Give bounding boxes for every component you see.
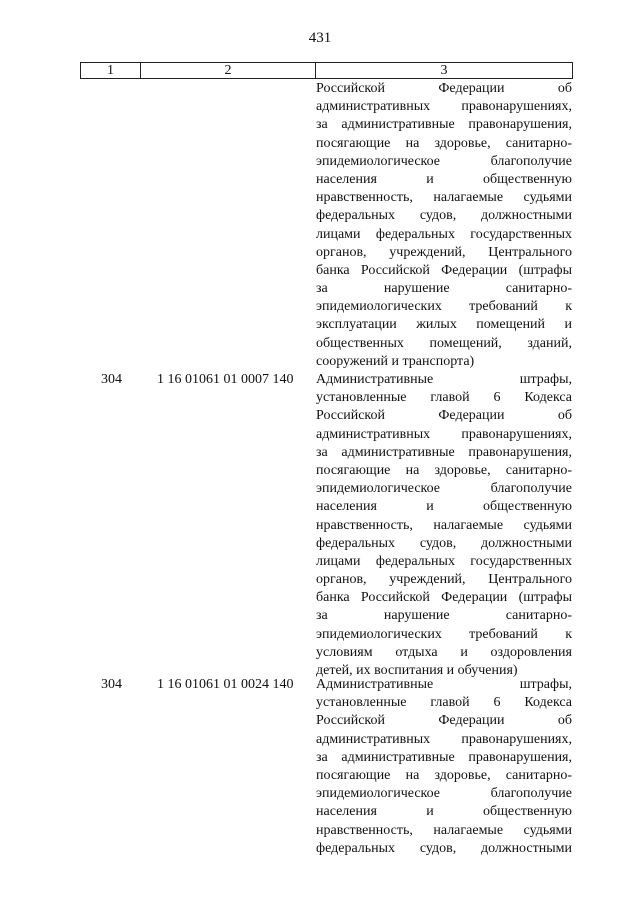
description-line: за административные правонарушения, — [316, 117, 572, 133]
row-kbk-code: 1 16 01061 01 0024 140 — [157, 677, 294, 692]
description-line: Российской Федерации об — [316, 713, 572, 729]
table-header-col-3: 3 — [440, 63, 448, 78]
row-admin-code: 304 — [101, 372, 122, 387]
description-line: за нарушение санитарно- — [316, 608, 572, 624]
description-line: эпидемиологических требований к — [316, 299, 572, 315]
description-line: нравственность, налагаемые судьями — [316, 822, 572, 838]
row-description — [316, 371, 572, 680]
description-line: Административные штрафы, — [316, 372, 572, 387]
description-line: общественных помещений, зданий, — [316, 335, 572, 351]
description-line: сооружений и транспорта) — [316, 353, 475, 369]
description-line: банка Российской Федерации (штрафы — [316, 262, 572, 278]
description-line: условиям отдыха и оздоровления — [316, 644, 572, 660]
table-header — [80, 62, 573, 79]
description-line: Российской Федерации об — [316, 408, 572, 424]
description-line: банка Российской Федерации (штрафы — [316, 590, 572, 606]
page-number: 431 — [308, 30, 332, 46]
description-line: административных правонарушениях, — [316, 99, 572, 115]
description-line: населения и общественную — [316, 499, 572, 515]
row-description — [316, 676, 572, 858]
description-line: эпидемиологическое благополучие — [316, 481, 572, 497]
description-line: нравственность, налагаемые судьями — [316, 517, 572, 533]
description-line: населения и общественную — [316, 804, 572, 820]
description-line: административных правонарушениях, — [316, 731, 572, 747]
description-line: за нарушение санитарно- — [316, 281, 572, 297]
description-line: нравственность, налагаемые судьями — [316, 190, 572, 206]
description-line: населения и общественную — [316, 171, 572, 187]
row-admin-code: 304 — [101, 677, 122, 692]
description-line: органов, учреждений, Центрального — [316, 572, 572, 588]
description-line: федеральных судов, должностными — [316, 535, 572, 551]
description-line: Российской Федерации об — [316, 81, 572, 96]
description-line: органов, учреждений, Центрального — [316, 244, 572, 260]
description-line: Административные штрафы, — [316, 677, 572, 692]
row-kbk-code: 1 16 01061 01 0007 140 — [157, 372, 294, 387]
description-line: установленные главой 6 Кодекса — [316, 390, 572, 406]
description-line: установленные главой 6 Кодекса — [316, 695, 572, 711]
description-line: федеральных судов, должностными — [316, 208, 572, 224]
description-line: лицами федеральных государственных — [316, 553, 572, 569]
description-line: за административные правонарушения, — [316, 444, 572, 460]
description-line: лицами федеральных государственных — [316, 226, 572, 242]
table-header-col-1: 1 — [81, 63, 141, 78]
description-line: посягающие на здоровье, санитарно- — [316, 462, 572, 478]
description-line: административных правонарушениях, — [316, 426, 572, 442]
description-line: эпидемиологическое благополучие — [316, 786, 572, 802]
description-line: посягающие на здоровье, санитарно- — [316, 767, 572, 783]
table-header-col-2: 2 — [141, 63, 316, 78]
description-line: эксплуатации жилых помещений и — [316, 317, 572, 333]
description-line: эпидемиологическое благополучие — [316, 153, 572, 169]
description-line: посягающие на здоровье, санитарно- — [316, 135, 572, 151]
description-line: детей, их воспитания и обучения) — [316, 663, 518, 678]
description-line: федеральных судов, должностными — [316, 840, 572, 856]
description-line: за административные правонарушения, — [316, 749, 572, 765]
continuation-description — [316, 80, 572, 371]
description-line: эпидемиологических требований к — [316, 626, 572, 642]
